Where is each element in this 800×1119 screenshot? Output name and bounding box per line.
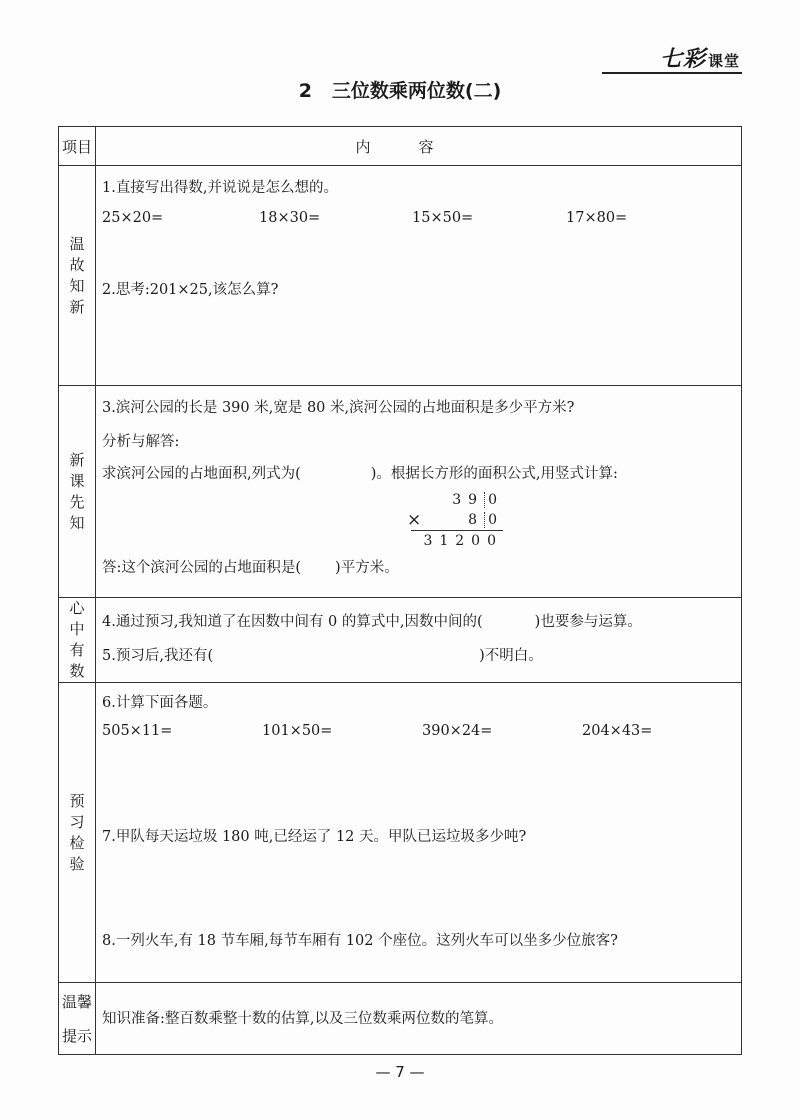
q1-item-4: 17×80= [566, 210, 628, 226]
page-title [0, 76, 800, 103]
answer-line: 答:这个滨河公园的占地面积是( )平方米。 [102, 560, 399, 576]
tip-text: 知识准备:整百数乘整十数的估算,以及三位数乘两位数的笔算。 [102, 1011, 503, 1027]
question-2: 2.思考:201×25,该怎么算? [102, 282, 279, 298]
calc-multiplicand: 39 [452, 492, 485, 508]
q1-item-1: 25×20= [102, 210, 164, 226]
page-number: — 7 — [375, 1063, 425, 1081]
header-item: 项目 [59, 127, 96, 166]
question-6: 6.计算下面各题。 [102, 695, 218, 711]
section-content-xinke [96, 386, 742, 598]
question-5: 5.预习后,我还有( )不明白。 [102, 648, 543, 664]
section-label-wenxin: 温馨提示 [59, 983, 96, 1055]
section-content-yuxi [96, 683, 742, 983]
logo-underline [602, 72, 742, 74]
question-4: 4.通过预习,我知道了在因数中间有 0 的算式中,因数中间的( )也要参与运算。 [102, 614, 642, 630]
logo-text: 七彩 [659, 47, 706, 72]
section-wenxin [59, 983, 742, 1055]
analysis-label: 分析与解答: [102, 434, 180, 450]
calc-multiplier: 8 [468, 512, 485, 528]
q1-item-2: 18×30= [259, 210, 321, 226]
q6-item-3: 390×24= [422, 723, 493, 739]
q6-item-2: 101×50= [262, 723, 333, 739]
brand-logo [660, 42, 740, 73]
worksheet-table [58, 126, 742, 1055]
section-label-yuxi: 预习检验 [59, 683, 96, 983]
calc-multiplicand-tail: 0 [484, 492, 497, 508]
section-label-wengu: 温故知新 [59, 166, 96, 386]
question-7: 7.甲队每天运垃圾 180 吨,已经运了 12 天。甲队已运垃圾多少吨? [102, 829, 527, 845]
question-8: 8.一列火车,有 18 节车厢,每节车厢有 102 个座位。这列火车可以坐多少位旅客? [102, 933, 618, 949]
section-content-xinzhong [96, 598, 742, 683]
question-3: 3.滨河公园的长是 390 米,宽是 80 米,滨河公园的占地面积是多少平方米? [102, 400, 575, 416]
vertical-calculation [407, 490, 503, 551]
formula-line: 求滨河公园的占地面积,列式为( )。根据长方形的面积公式,用竖式计算: [102, 466, 618, 482]
calc-result: 31200 [423, 533, 503, 549]
section-content-wengu [96, 166, 742, 386]
header-content: 内容 [96, 127, 742, 166]
section-wengu [59, 166, 742, 386]
q1-item-3: 15×50= [412, 210, 474, 226]
title-number: 2 [298, 80, 312, 102]
table-header-row [59, 127, 742, 166]
logo-subtext: 课堂 [707, 52, 740, 70]
section-content-wenxin [96, 983, 742, 1055]
section-xinke [59, 386, 742, 598]
section-yuxi [59, 683, 742, 983]
calc-multiplier-tail: 0 [484, 512, 497, 528]
title-text: 三位数乘两位数(二) [331, 80, 502, 102]
q6-item-4: 204×43= [582, 723, 653, 739]
section-xinzhong [59, 598, 742, 683]
question-1: 1.直接写出得数,并说说是怎么想的。 [102, 180, 338, 196]
section-label-xinke: 新课先知 [59, 386, 96, 598]
q6-item-1: 505×11= [102, 723, 173, 739]
calc-times-sign: × [407, 510, 422, 530]
section-label-xinzhong: 心中有数 [59, 598, 96, 683]
